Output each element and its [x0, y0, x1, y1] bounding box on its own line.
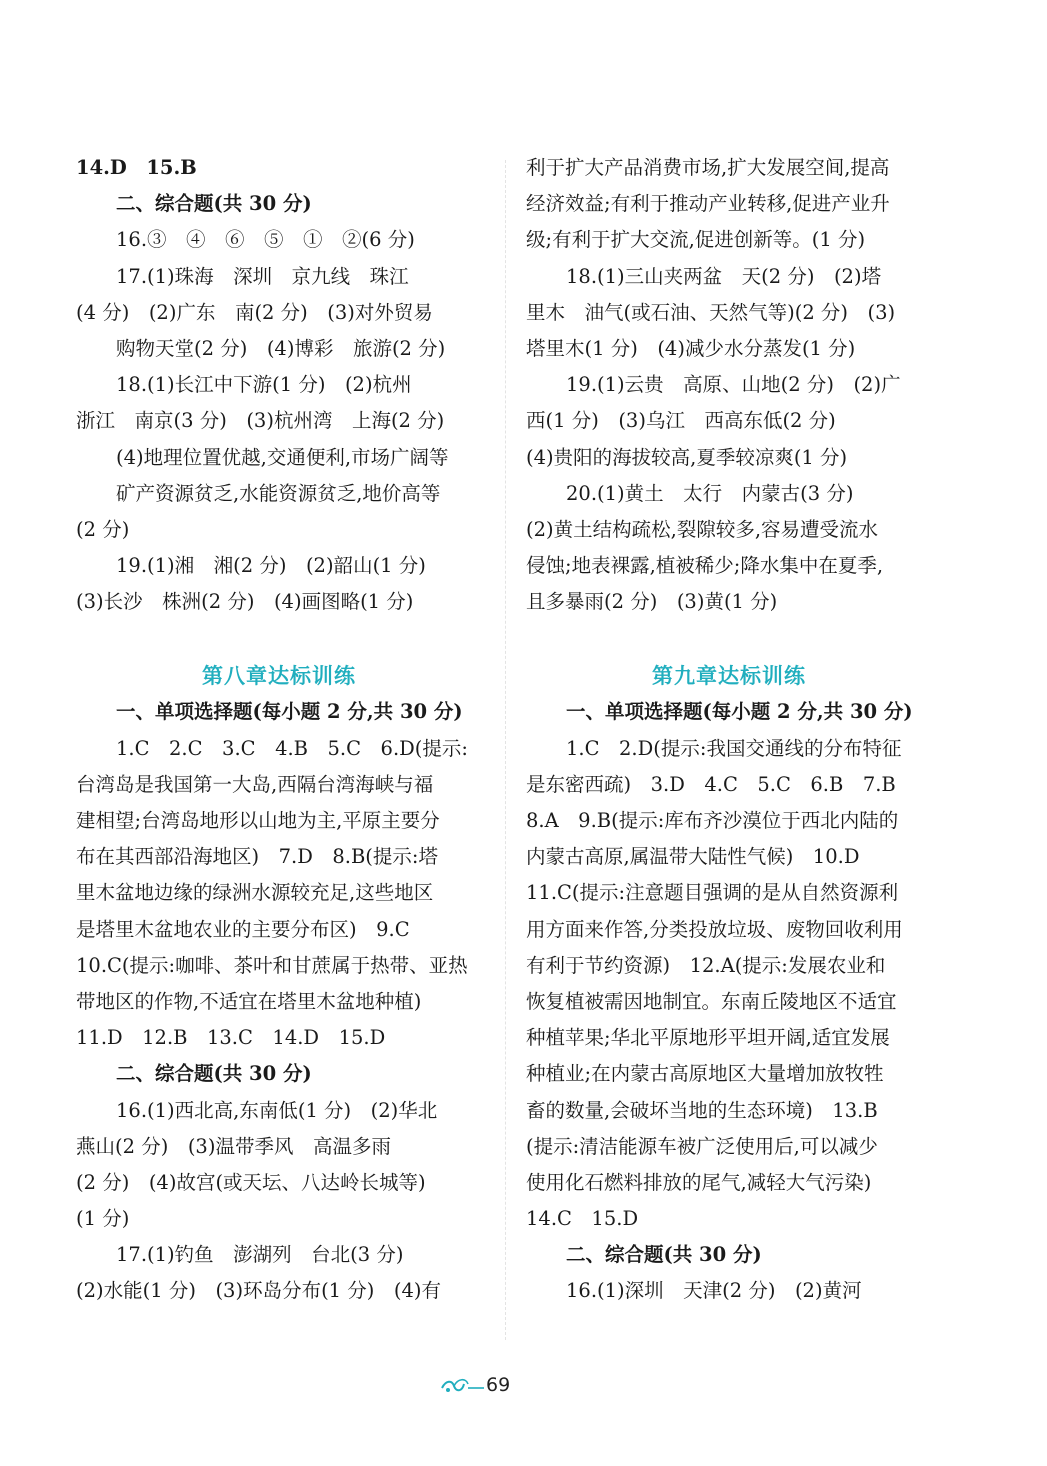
answer-line: 经济效益;有利于推动产业转移,促进产业升 [526, 192, 890, 216]
section-subheading: 一、单项选择题(每小题 2 分,共 30 分) [116, 700, 463, 724]
answer-line: (2)黄土结构疏松,裂隙较多,容易遭受流水 [526, 517, 879, 541]
answer-line: 19.(1)湘 湘(2 分) (2)韶山(1 分) [116, 554, 426, 578]
page-footer [0, 1372, 1047, 1402]
answer-line: 使用化石燃料排放的尾气,减轻大气污染) [526, 1170, 872, 1194]
answer-line: (2 分) (4)故宫(或天坛、八达岭长城等) [76, 1170, 426, 1194]
answer-line: 台湾岛是我国第一大岛,西隔台湾海峡与福 [76, 772, 434, 796]
answer-line: 16.(1)西北高,东南低(1 分) (2)华北 [116, 1098, 438, 1122]
answer-line: 燕山(2 分) (3)温带季风 高温多雨 [76, 1134, 391, 1158]
answer-line: 17.(1)钓鱼 澎湖列 台北(3 分) [116, 1243, 404, 1267]
answer-line: (3)长沙 株洲(2 分) (4)画图略(1 分) [76, 590, 414, 614]
answer-line: (提示:清洁能源车被广泛使用后,可以减少 [526, 1134, 878, 1158]
answer-line: 11.C(提示:注意题目强调的是从自然资源利 [526, 881, 899, 905]
answer-line: 有利于节约资源) 12.A(提示:发展农业和 [526, 953, 886, 977]
answer-line: 1.C 2.C 3.C 4.B 5.C 6.D(提示: [116, 736, 468, 760]
answer-line: 14.C 15.D [526, 1207, 639, 1231]
answer-line: 是东密西疏) 3.D 4.C 5.C 6.B 7.B [526, 772, 896, 796]
answer-line: 矿产资源贫乏,水能资源贫乏,地价高等 [116, 481, 441, 505]
answer-line: 里木盆地边缘的绿洲水源较充足,这些地区 [76, 881, 434, 905]
answer-line: 17.(1)珠海 深圳 京九线 珠江 [116, 264, 409, 288]
answer-line: 内蒙古高原,属温带大陆性气候) 10.D [526, 845, 860, 869]
chapter-8-heading: 第八章达标训练 [202, 663, 356, 689]
answer-line: (2)水能(1 分) (3)环岛分布(1 分) (4)有 [76, 1279, 442, 1303]
answer-line: 18.(1)三山夹两盆 天(2 分) (2)塔 [566, 264, 882, 288]
answer-line: 10.C(提示:咖啡、茶叶和甘蔗属于热带、亚热 [76, 953, 468, 977]
answer-line: 8.A 9.B(提示:库布齐沙漠位于西北内陆的 [526, 809, 899, 832]
section-subheading: 二、综合题(共 30 分) [566, 1243, 762, 1267]
left-column [76, 150, 482, 1310]
chapter-9-heading: 第九章达标训练 [652, 663, 806, 689]
answer-line: 20.(1)黄土 太行 内蒙古(3 分) [566, 481, 854, 505]
answer-line: 塔里木(1 分) (4)减少水分蒸发(1 分) [526, 336, 856, 360]
answer-line: 且多暴雨(2 分) (3)黄(1 分) [526, 590, 778, 614]
answer-line: 用方面来作答,分类投放垃圾、废物回收利用 [526, 917, 903, 941]
answer-line: 14.D 15.B [76, 156, 197, 179]
page-number: 69 [486, 1374, 511, 1396]
answer-line: 侵蚀;地表裸露,植被稀少;降水集中在夏季, [526, 554, 884, 578]
section-subheading: 二、综合题(共 30 分) [116, 1062, 312, 1086]
answer-line: (2 分) [76, 517, 130, 541]
answer-line: 种植苹果;华北平原地形平坦开阔,适宜发展 [526, 1026, 890, 1050]
answer-line: 购物天堂(2 分) (4)博彩 旅游(2 分) [116, 336, 446, 360]
answer-line: (4)贵阳的海拔较高,夏季较凉爽(1 分) [526, 445, 848, 469]
answer-line: 畜的数量,会破坏当地的生态环境) 13.B [526, 1098, 878, 1122]
section-subheading: 一、单项选择题(每小题 2 分,共 30 分) [566, 700, 913, 724]
answer-line: 种植业;在内蒙古高原地区大量增加放牧牲 [526, 1062, 884, 1086]
answer-line: 西(1 分) (3)乌江 西高东低(2 分) [526, 409, 836, 433]
answer-line: (4 分) (2)广东 南(2 分) (3)对外贸易 [76, 300, 433, 324]
answer-line: 布在其西部沿海地区) 7.D 8.B(提示:塔 [76, 845, 438, 869]
column-divider [505, 160, 506, 1340]
answer-line: (1 分) [76, 1207, 130, 1231]
answer-line: 里木 油气(或石油、天然气等)(2 分) (3) [526, 300, 896, 324]
answer-line: 18.(1)长江中下游(1 分) (2)杭州 [116, 373, 412, 397]
answer-line: (4)地理位置优越,交通便利,市场广阔等 [116, 445, 449, 469]
answer-line: 带地区的作物,不适宜在塔里木盆地种植) [76, 989, 422, 1013]
answer-line: 利于扩大产品消费市场,扩大发展空间,提高 [526, 156, 890, 179]
answer-line: 是塔里木盆地农业的主要分布区) 9.C [76, 917, 410, 941]
answer-line: 浙江 南京(3 分) (3)杭州湾 上海(2 分) [76, 409, 445, 433]
answer-line: 恢复植被需因地制宜。东南丘陵地区不适宜 [526, 989, 897, 1013]
answer-line: 11.D 12.B 13.C 14.D 15.D [76, 1026, 386, 1050]
section-subheading: 二、综合题(共 30 分) [116, 192, 312, 216]
answer-line: 级;有利于扩大交流,促进创新等。(1 分) [526, 228, 866, 252]
answer-line: 16.(1)深圳 天津(2 分) (2)黄河 [566, 1279, 862, 1303]
right-column [526, 150, 932, 1310]
decorative-flourish-icon [440, 1374, 488, 1398]
answer-line: 16.③ ④ ⑥ ⑤ ① ②(6 分) [116, 228, 415, 252]
answer-line: 建相望;台湾岛地形以山地为主,平原主要分 [76, 809, 440, 832]
answer-line: 19.(1)云贵 高原、山地(2 分) (2)广 [566, 373, 901, 397]
answer-line: 1.C 2.D(提示:我国交通线的分布特征 [566, 736, 902, 760]
